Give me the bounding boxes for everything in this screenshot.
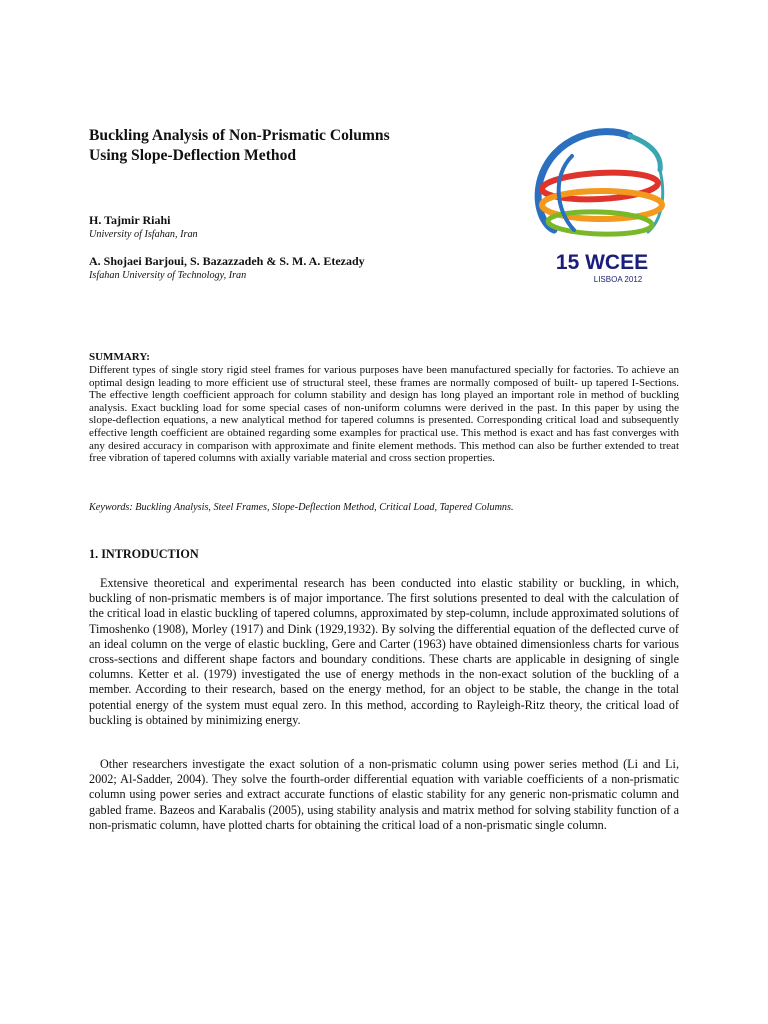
author-1-name: H. Tajmir Riahi xyxy=(89,213,171,227)
summary-text: Different types of single story rigid steel frames for various purposes have been manufactured specially for factories. To achieve an optimal design leading to more efficient use of structural steel, these frames are normally composed of built- up tapered I-Sections. The effective length coefficient approach for column stability and design has long played an important role in method of buckling analysis. Exact buckling load for some special cases of non-uniform columns were derived in the past. In this paper by using the slope-deflection equations, a new analytical method for tapered columns is presented. Corresponding critical load and subsequently effective length coefficient are obtained regarding some examples for practical use. This method is exact and has fast converges with any desired accuracy in comparison with approximate and finite element methods. This method can also be further extended to treat free vibration of tapered columns with axially variable material and cross section properties. xyxy=(89,364,679,465)
author-2-affiliation: Isfahan University of Technology, Iran xyxy=(89,270,247,281)
globe-logo-icon xyxy=(532,126,672,286)
section-heading-introduction: 1. INTRODUCTION xyxy=(89,547,199,561)
paper-title xyxy=(89,126,509,166)
logo-main-text: 15 WCEE xyxy=(555,251,649,274)
title-line-2: Using Slope-Deflection Method xyxy=(89,147,297,164)
author-2-names: A. Shojaei Barjoui, S. Bazazzadeh & S. M. A. Etezady xyxy=(89,254,365,268)
summary-heading: SUMMARY: xyxy=(89,351,150,363)
intro-paragraph-2: Other researchers investigate the exact solution of a non-prismatic column using power series method (Li and Li, 2002; Al-Sadder, 2004). They solve the fourth-order differential equation with variable coefficients of a non-prismatic column using power series and extract accurate functions of elastic stability for any generic non-prismatic column and gabled frame. Bazeos and Karabalis (2005), using stability analysis and matrix method for solving stability function of a non-prismatic column, have plotted charts for obtaining the critical load of a non-prismatic single column. xyxy=(89,757,679,832)
title-line-1: Buckling Analysis of Non-Prismatic Columns xyxy=(89,127,390,144)
keywords-line: Keywords: Buckling Analysis, Steel Frames, Slope-Deflection Method, Critical Load, Tapered Columns. xyxy=(89,502,514,513)
intro-paragraph-1: Extensive theoretical and experimental research has been conducted into elastic stability or buckling, in which, buckling of non-prismatic members is of major importance. The first solutions presented to deal with the calculation of the critical load in elastic buckling of tapered columns, approximated by step-column, include approximated solutions of Timoshenko (1908), Morley (1917) and Dink (1929,1932). By solving the differential equation of the deflected curve of an ideal column on the verge of elastic buckling, Gere and Carter (1963) have obtained dimensionless charts for various cross-sections and different shape factors and boundary conditions. These charts are applicable in designing of single columns. Ketter et al. (1979) investigated the use of energy methods in the non-exact solution of the buckling of a member. According to their research, based on the energy method, for an object to be stable, the change in the total potential energy of the system must equal zero. In this method, according to Rayleigh-Ritz theory, the critical load of buckling is obtained by minimizing energy. xyxy=(89,576,679,727)
conference-logo xyxy=(532,126,672,286)
logo-sub-text: LISBOA 2012 xyxy=(593,275,643,284)
author-1-affiliation: University of Isfahan, Iran xyxy=(89,229,198,240)
